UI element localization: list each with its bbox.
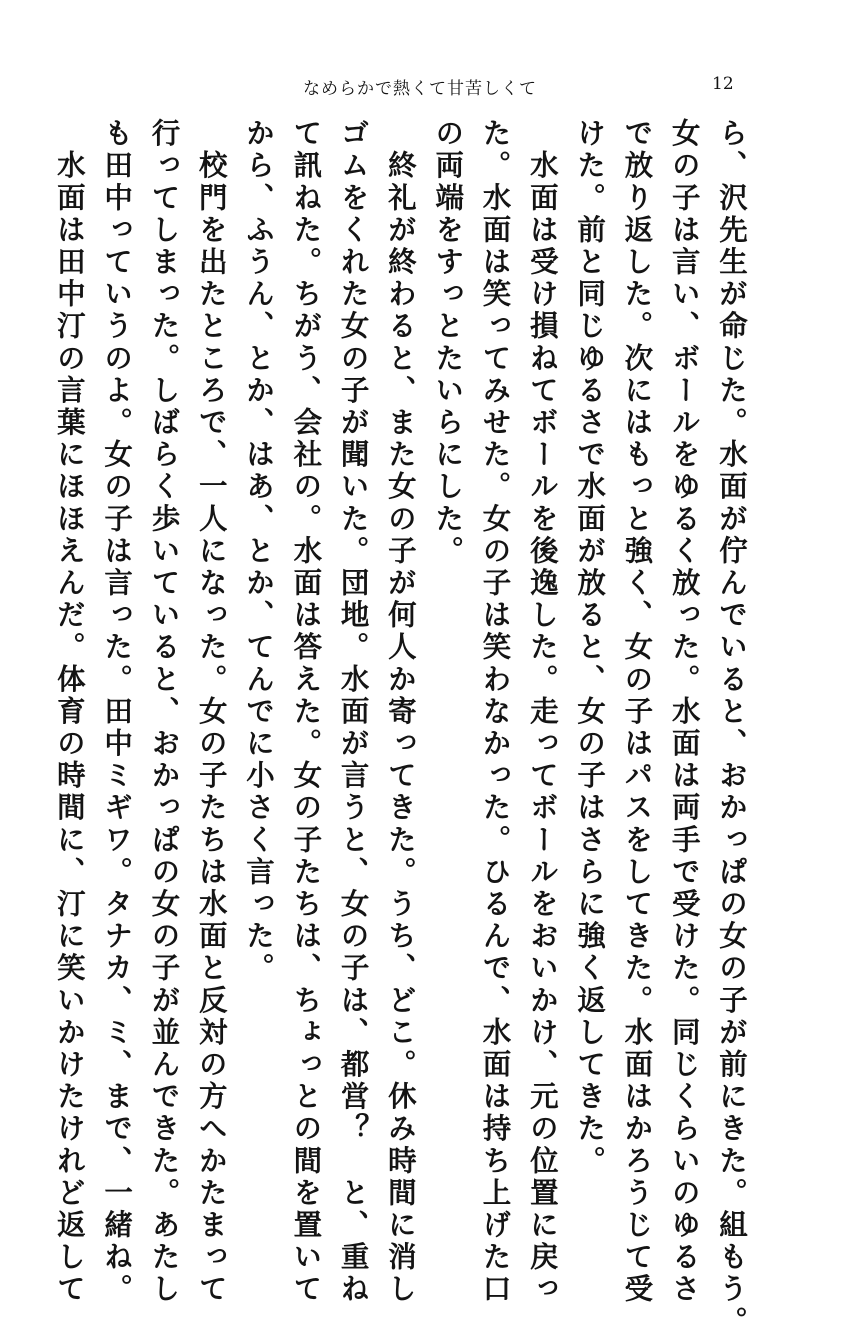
- text-line: 水面は田中汀の言葉にほほえんだ。体育の時間に、汀に笑いかけたけれど返して: [52, 118, 87, 1306]
- text-line: の両端をすっとたいらにした。: [431, 118, 466, 568]
- text-line: で放り返した。次にはもっと強く、女の子はパスをしてきた。水面はかろうじて受: [620, 118, 655, 1306]
- text-line: て訊ねた。ちがう、会社の。水面は答えた。女の子たちは、ちょっとの間を置いて: [289, 118, 324, 1306]
- running-header-title: なめらかで熱くて甘苦しくて: [303, 79, 537, 99]
- text-line: ら、沢先生が命じた。水面が佇んでいると、おかっぱの女の子が前にきた。組もう。: [715, 118, 749, 1338]
- text-line: けた。前と同じゆるさで水面が放ると、女の子はさらに強く返してきた。: [573, 118, 608, 1178]
- text-line: 水面は受け損ねてボールを後逸した。走ってボールをおいかけ、元の位置に戻っ: [525, 118, 560, 1306]
- text-line: 校門を出たところで、一人になった。女の子たちは水面と反対の方へかたまって: [194, 118, 229, 1306]
- text-line: も田中っていうのよ。女の子は言った。田中ミギワ。タナカ、ミ、まで、一緒ね。: [100, 118, 135, 1306]
- text-line: 終礼が終わると、また女の子が何人か寄ってきた。うち、どこ。休み時間に消し: [383, 118, 418, 1306]
- text-line: 行ってしまった。しばらく歩いていると、おかっぱの女の子が並んできた。あたし: [147, 118, 182, 1306]
- page-number: 12: [712, 74, 734, 94]
- text-line: た。水面は笑ってみせた。女の子は笑わなかった。ひるんで、水面は持ち上げた口: [478, 118, 513, 1306]
- vertical-body-text: [52, 118, 755, 1338]
- text-line: 女の子は言い、ボールをゆるく放った。水面は両手で受けた。同じくらいのゆるさ: [667, 118, 702, 1306]
- text-line: ゴムをくれた女の子が聞いた。団地。水面が言うと、女の子は、都営？ と、重ね: [336, 118, 371, 1306]
- text-line: から、ふうん、とか、はあ、とか、てんでに小さく言った。: [242, 118, 277, 985]
